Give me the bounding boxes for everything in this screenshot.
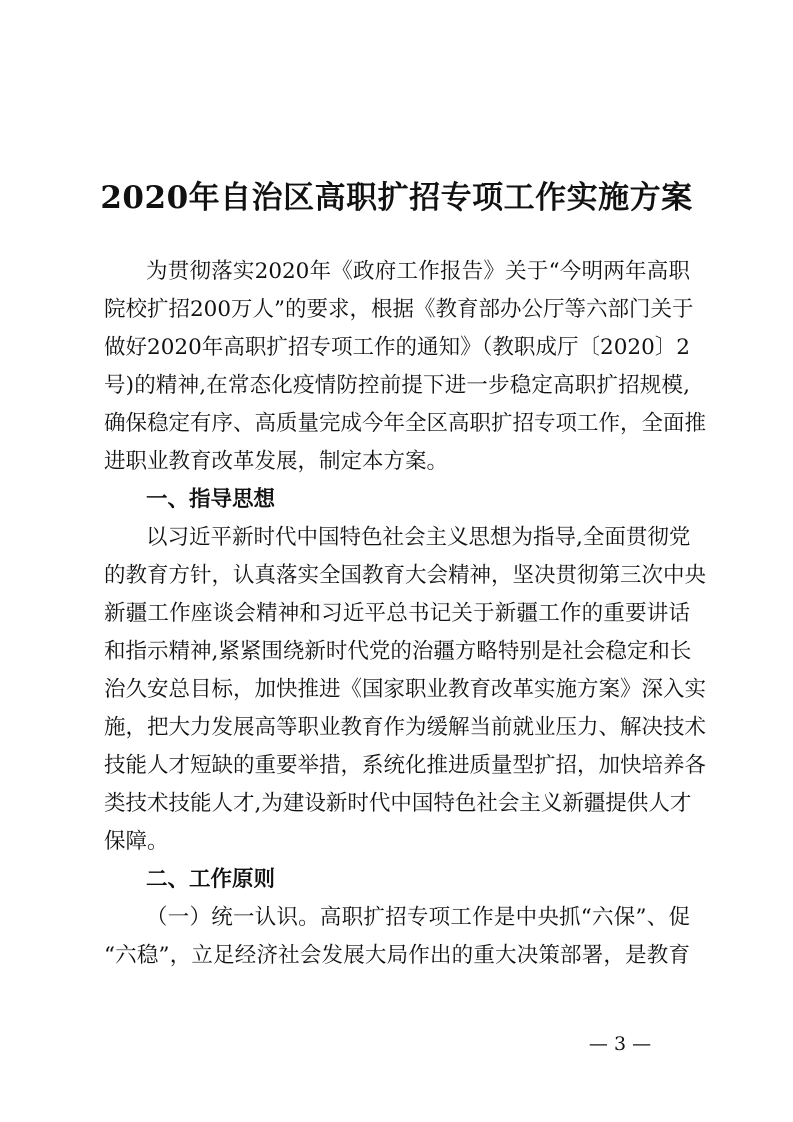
intro-line-5: 确保稳定有序、高质量完成今年全区高职扩招专项工作，全面推: [104, 411, 707, 436]
section1-line-9: 保障。: [104, 829, 169, 854]
section1-line-7: 技能人才短缺的重要举措，系统化推进质量型扩招，加快培养各: [104, 753, 707, 778]
section2-line-1: （一）统一认识。高职扩招专项工作是中央抓“六保”、促: [146, 905, 690, 930]
intro-line-3: 做好2020年高职扩招专项工作的通知》（教职成厅〔2020〕2: [104, 335, 690, 360]
section-heading-working-principles: 二、工作原则: [146, 867, 276, 892]
section1-line-6: 施，把大力发展高等职业教育作为缓解当前就业压力、解决技术: [104, 715, 707, 740]
document-title: 2020年自治区高职扩招专项工作实施方案: [100, 180, 693, 216]
section1-line-1: 以习近平新时代中国特色社会主义思想为指导,全面贯彻党: [146, 525, 691, 550]
page-number: — 3 —: [588, 1033, 652, 1055]
section1-line-5: 治久安总目标，加快推进《国家职业教育改革实施方案》深入实: [104, 677, 707, 702]
intro-line-1: 为贯彻落实2020年《政府工作报告》关于“今明两年高职: [146, 259, 690, 284]
intro-line-6: 进职业教育改革发展，制定本方案。: [104, 449, 449, 474]
section1-line-3: 新疆工作座谈会精神和习近平总书记关于新疆工作的重要讲话: [104, 601, 690, 626]
section1-line-8: 类技术技能人才,为建设新时代中国特色社会主义新疆提供人才: [104, 791, 692, 816]
section1-line-2: 的教育方针，认真落实全国教育大会精神，坚决贯彻第三次中央: [104, 563, 707, 588]
intro-line-2: 院校扩招200万人”的要求，根据《教育部办公厅等六部门关于: [104, 297, 694, 322]
intro-line-4: 号)的精神,在常态化疫情防控前提下进一步稳定高职扩招规模,: [104, 373, 690, 398]
section2-line-2: “六稳”，立足经济社会发展大局作出的重大决策部署，是教育: [104, 943, 690, 968]
section1-line-4: 和指示精神,紧紧围绕新时代党的治疆方略特别是社会稳定和长: [104, 639, 692, 664]
section-heading-guiding-ideology: 一、指导思想: [146, 487, 276, 512]
